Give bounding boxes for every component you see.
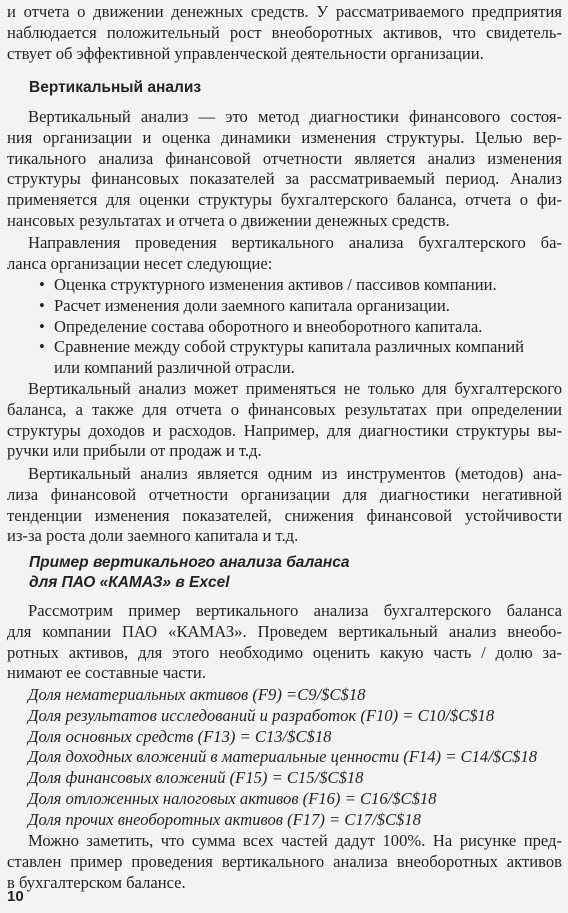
text-line: Рассмотрим пример вертикального анализа бухгалтерского баланса [28,601,562,620]
text-line: Направления проведения вертикального анализа бухгалтерского ба- [28,233,562,252]
text-line: нансовых результатах и отчета о движении денежных средств. [7,210,450,230]
section-heading-example-line2: для ПАО «КАМАЗ» в Excel [29,574,230,591]
text-line: ставлен пример проведения вертикального анализа внеоборотных активов [7,851,562,871]
list-item [7,337,562,358]
text-line: структуры финансовых показателей за рассматриваемый период. Анализ [7,169,562,189]
bullet-marker: • [39,337,45,357]
list-item-continuation: или компаний различной отрасли. [54,358,295,378]
text-line: для компании ПАО «КАМАЗ». Проведем вертикальный анализ внеобо- [7,621,562,641]
text-line: ручки или прибыли от продаж и т.д. [7,441,262,461]
formula-line: Доля прочих внеоборотных активов (F17) = C17/$C$18 [28,809,421,829]
formula-line: Доля финансовых вложений (F15) = C15/$C$18 [28,768,364,788]
text-line: в бухгалтерском балансе. [7,872,186,892]
text-line: наблюдается положительный рост внеоборотных активов, что свидетель- [7,22,562,42]
list-item [7,275,562,296]
text-line: тикального анализа финансовой отчетности является анализ изменения [7,148,562,168]
list-item [7,317,562,338]
paragraph-definition [7,107,562,232]
text-line: структуры доходов и расходов. Например, для диагностики структуры вы- [7,420,562,440]
text-line: Вертикальный анализ является одним из инструментов (методов) ана- [28,464,562,483]
text-line: ния организации и оценка динамики изменения структуры. Целью вер- [7,127,562,147]
paragraph-conclusion [7,831,562,893]
intro-paragraph [7,2,562,64]
section-heading-vertical-analysis: Вертикальный анализ [29,79,202,96]
paragraph-instrument [7,464,562,547]
paragraph-example-intro [7,601,562,684]
list-item [7,296,562,317]
text-line: Можно заметить, что сумма всех частей дадут 100%. На рисунке пред- [28,831,562,850]
section-heading-example: Пример вертикального анализа баланса [29,554,350,571]
formula-line: Доля доходных вложений в материальные ценности (F14) = C14/$C$18 [28,747,538,767]
bullet-marker: • [39,316,45,336]
text-line: Вертикальный анализ — это метод диагностики финансового состоя- [28,107,562,126]
formula-line: Доля отложенных налоговых активов (F16) = C16/$C$18 [28,788,437,808]
page-number: 10 [7,888,24,905]
bullet-list [7,275,562,379]
formula-line: Доля результатов исследований и разработок (F10) = C10/$C$18 [28,705,495,725]
formula-list [7,685,562,831]
list-item-text: Расчет изменения доли заемного капитала организации. [54,295,450,315]
formula-line: Доля основных средств (F13) = C13/$C$18 [28,726,332,746]
text-line: ланса организации несет следующие: [7,253,273,273]
text-line: ствует об эффективной управленческой деятельности организации. [7,43,484,63]
text-line: из-за роста доли заемного капитала и т.д. [7,526,299,546]
list-item-text: Оценка структурного изменения активов / пассивов компании. [54,275,497,294]
text-line: лиза финансовой отчетности организации для диагностики негативной [7,484,562,504]
text-line: применяется для оценки структуры бухгалтерского баланса, отчета о фи- [7,190,562,210]
formula-line: Доля нематериальных активов (F9) =C9/$C$18 [28,685,366,704]
paragraph-applications [7,379,562,462]
paragraph-directions [7,233,562,275]
list-item-text: Определение состава оборотного и внеоборотного капитала. [54,316,483,336]
text-line: и отчета о движении денежных средств. У рассматриваемого предприятия [7,2,562,21]
text-line: нимают ее составные части. [7,663,206,683]
list-item-text: Сравнение между собой структуры капитала различных компаний [54,337,524,357]
text-line: баланса, а также для отчета о финансовых результатах при определении [7,399,562,419]
bullet-marker: • [39,275,45,294]
bullet-marker: • [39,295,45,315]
text-line: ротных активов, для этого необходимо оценить какую часть / долю за- [7,642,562,662]
text-line: Вертикальный анализ может применяться не только для бухгалтерского [28,379,562,398]
text-line: тенденции изменения показателей, снижения финансовой устойчивости [7,505,562,525]
